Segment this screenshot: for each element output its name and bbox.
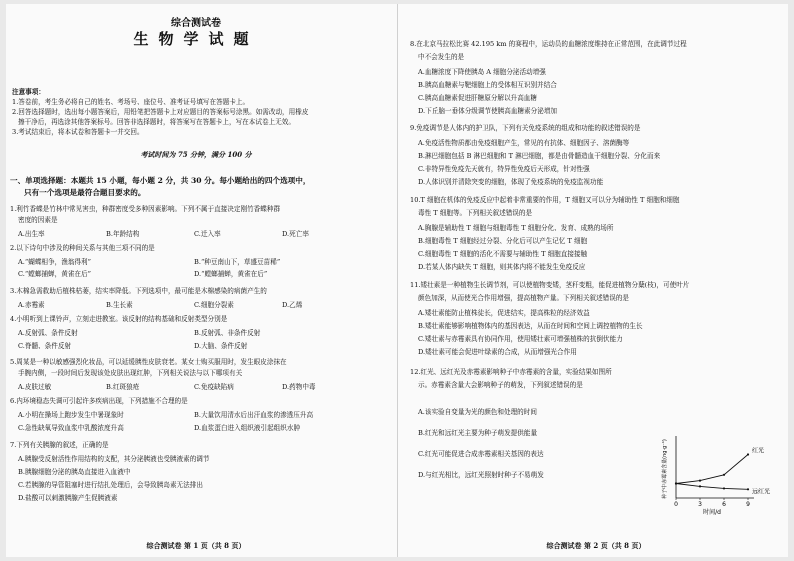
question-5: 5.周某是一种以敏感强烈化妆品，可以延缓胰性皮肤衰老。某女士购买服用时，发生眼皮涂抹在	[10, 358, 287, 366]
option: B.“种豆南山下，草盛豆苗稀”	[194, 258, 281, 266]
question-10-cont: 毒性 T 细胞等。下列相关叙述错误的是	[418, 209, 533, 217]
option: A.矮壮素能防止植株徒长，促进结实，提高株粒的经济效益	[418, 309, 590, 317]
x-tick-label: 6	[722, 501, 726, 508]
x-tick-label: 3	[698, 501, 702, 508]
question-6: 6.内环境稳态失调可引起许多疾病出现，下列措施不合理的是	[10, 397, 188, 405]
option: A.赤霉素	[18, 301, 45, 309]
series-label: 红光	[752, 447, 765, 455]
exam-title: 综合测试卷	[171, 18, 221, 29]
option: B.红光和远红光主要为种子萌发提供能量	[418, 429, 538, 437]
option: D.人体识别并清除突变的细胞，体现了免疫系统的免疫监视功能	[418, 178, 604, 186]
notice-2-cont: 擦干净后，再选涂其他答案标号。回答非选择题时，将答案写在答题卡上，写在本试卷上无效。	[18, 118, 295, 126]
option: D.药物中毒	[282, 383, 316, 391]
option: B.胰高血糖素与靶细胞上的受体相互识别并结合	[418, 81, 557, 89]
series-label: 远红光	[752, 488, 771, 496]
question-7: 7.下列有关胰腺的叙述，正确的是	[10, 441, 109, 449]
data-point	[723, 474, 725, 476]
option: A.胸腺是辅助性 T 细胞与细胞毒性 T 细胞分化、发育、成熟的场所	[418, 224, 614, 232]
option: C.迁入率	[194, 230, 221, 238]
option: B.矮壮素能够影响植物体内的基因表达，从而在时间和空间上调控植物的生长	[418, 322, 643, 330]
option: A.免疫活性物质都由免疫细胞产生，常见的有抗体、细胞因子、溶菌酶等	[418, 139, 630, 147]
section-heading-cont: 只有一个选项是最符合题目要求的。	[24, 188, 146, 197]
option: D.盐酸可以刺激胰腺产生促胰液素	[18, 494, 118, 502]
x-axis-label: 时间/d	[703, 509, 721, 516]
page-2	[406, 4, 786, 557]
option: C.胰高血糖素促进肝糖原分解以升高血糖	[418, 94, 537, 102]
option: A.血糖浓度下降使胰岛 A 细胞分泌活动增强	[418, 68, 546, 76]
option: C.脊髓、条件反射	[18, 342, 72, 350]
option: C.细胞毒性 T 细胞的活化不需要与辅助性 T 细胞直接接触	[418, 250, 588, 258]
question-5-cont: 手腕内侧，一段时间后发现该处皮肤出现红肿，下列相关说法与以下哪项有关	[18, 369, 243, 377]
option: B.年龄结构	[106, 230, 140, 238]
option: C.矮壮素与赤霉素具有协同作用，使用矮壮素可增强植株的抗倒伏能力	[418, 335, 623, 343]
option: D.下丘脑一垂体分级调节使胰高血糖素分泌增加	[418, 107, 558, 115]
option: B.生长素	[106, 301, 133, 309]
notice-3: 3.考试结束后，将本试卷和答题卡一并交回。	[12, 128, 144, 136]
option: A.反射弧、条件反射	[18, 329, 78, 337]
x-tick-label: 0	[674, 501, 678, 508]
data-point	[723, 487, 725, 489]
option: B.红斑狼疮	[106, 383, 140, 391]
option: C.急性缺氧导致血浆中乳酸浓度升高	[18, 424, 124, 432]
option: D.“螳螂捕蝉，黄雀在后”	[194, 270, 268, 278]
section-heading: 一、单项选择题：本题共 15 小题，每小题 2 分，共 30 分。每小题给出的四个选项中，	[10, 176, 311, 185]
question-4: 4.小明听到上课铃声，立刻走进教室。该反射的结构基础和反射类型分别是	[10, 315, 228, 323]
page-fold-divider	[397, 4, 398, 557]
notice-heading: 注意事项：	[12, 88, 45, 96]
option: D.矮壮素可能会促进叶绿素的合成，从而增强光合作用	[418, 348, 577, 356]
series-line-1	[676, 484, 748, 490]
exam-time-line: 考试时间为 75 分钟，满分 100 分	[140, 150, 252, 159]
question-1-cont: 密度的因素是	[18, 216, 58, 224]
option: A.出生率	[18, 230, 45, 238]
option: D.大脑、条件反射	[194, 342, 248, 350]
option: D.乙烯	[282, 301, 303, 309]
notice-1: 1.答卷前，考生务必将自己的姓名、考场号、座位号、准考证号填写在答题卡上。	[12, 98, 250, 106]
option: A.小明在操场上跑步发生中暑现象时	[18, 411, 124, 419]
option: B.反射弧、非条件反射	[194, 329, 261, 337]
data-point	[747, 488, 749, 490]
option: B.细胞毒性 T 细胞经过分裂、分化后可以产生记忆 T 细胞	[418, 237, 588, 245]
question-11: 11.矮壮素是一种植物生长调节剂，可以使植物变矮，茎秆变粗，能促进植物分蘖(枝)，可使叶片	[410, 281, 690, 289]
page-2-footer: 综合测试卷 第 2 页（共 8 页）	[546, 541, 646, 550]
subject-title: 生物学试题	[133, 30, 259, 48]
question-8-cont: 中不会发生的是	[418, 53, 465, 61]
option: C.若胰腺的导管阻塞时进行结扎处理后，会导致胰岛素无法排出	[18, 481, 203, 489]
option: C.非特异性免疫先天就有，特异性免疫后天形成，针对性强	[418, 165, 590, 173]
option: A.该实验自变量为光的颜色和处理的时间	[418, 408, 537, 416]
question-1: 1.利竹香蝶是竹林中常见害虫，种群密度受多种因素影响。下列不属于直接决定刚竹香蝶种群	[10, 205, 281, 213]
gibberellin-line-chart	[654, 434, 782, 516]
page-1-footer: 综合测试卷 第 1 页（共 8 页）	[146, 541, 246, 550]
question-8: 8.在北京马拉松比赛 42.195 km 的赛程中，运动员的血糖浓度维持在正常范围，在此调节过程	[410, 40, 687, 48]
data-point	[675, 482, 677, 484]
notice-2: 2.回答选择题时，选出每小题答案后，用铅笔把答题卡上对应题目的答案标号涂黑。如需改动，用橡皮	[12, 108, 309, 116]
option: B.胰腺细胞分泌的胰岛直接进入血液中	[18, 468, 131, 476]
data-point	[699, 485, 701, 487]
page-1	[6, 4, 386, 557]
option: A.“蝴蝶相争，渔翁得利”	[18, 258, 91, 266]
option: B.大量饮用清水后出汗血浆的渗透压升高	[194, 411, 314, 419]
question-2: 2.以下诗句中涉及的种间关系与其他三项不同的是	[10, 244, 155, 252]
series-line-0	[676, 455, 748, 484]
data-point	[747, 453, 749, 455]
question-9: 9.免疫调节是人体内的护卫队，下列有关免疫系统的组成和功能的叙述错误的是	[410, 124, 641, 132]
option: C.细胞分裂素	[194, 301, 234, 309]
option: D.血浆蛋白进入组织液引起组织水肿	[194, 424, 301, 432]
question-3: 3.木棉急需救助后植株枯萎，结实率降低。下列选项中，最可能是木棉感染的病菌产生的	[10, 287, 267, 295]
x-tick-label: 9	[746, 501, 750, 508]
question-10: 10.T 细胞在机体的免疫反应中起着非常重要的作用，T 细胞又可以分为辅助性 T 细胞和细胞	[410, 196, 680, 204]
data-point	[699, 480, 701, 482]
option: A.皮肤过敏	[18, 383, 52, 391]
option: C.红光可能促进合成赤霉素相关基因的表达	[418, 450, 544, 458]
option: A.胰腺受反射活性作用结构的支配，其分泌胰液也受胰液素的调节	[18, 455, 210, 463]
exam-sheet	[6, 4, 788, 557]
question-11-cont: 颜色加深，从而使光合作用增强，提高植物产量。下列相关叙述错误的是	[418, 294, 629, 302]
y-axis-label: 种子中赤霉素含量(ng·g⁻¹)	[662, 439, 668, 499]
question-12: 12.红光、远红光及赤霉素影响种子中赤霉素的含量，实验结果如图所	[410, 368, 612, 376]
option: D.与红光相比，远红光照射时种子不易萌发	[418, 471, 544, 479]
option: D.死亡率	[282, 230, 309, 238]
option: C.免疫缺陷病	[194, 383, 234, 391]
question-12-cont: 示。赤霉素含量大会影响种子的萌发，下列叙述错误的是	[418, 381, 583, 389]
option: D.若某人体内缺失 T 细胞，则其体内将不能发生免疫反应	[418, 263, 586, 271]
option: C.“螳螂捕蝉，黄雀在后”	[18, 270, 91, 278]
option: B.淋巴细胞包括 B 淋巴细胞和 T 淋巴细胞，都是由骨髓造血干细胞分裂、分化而来	[418, 152, 661, 160]
